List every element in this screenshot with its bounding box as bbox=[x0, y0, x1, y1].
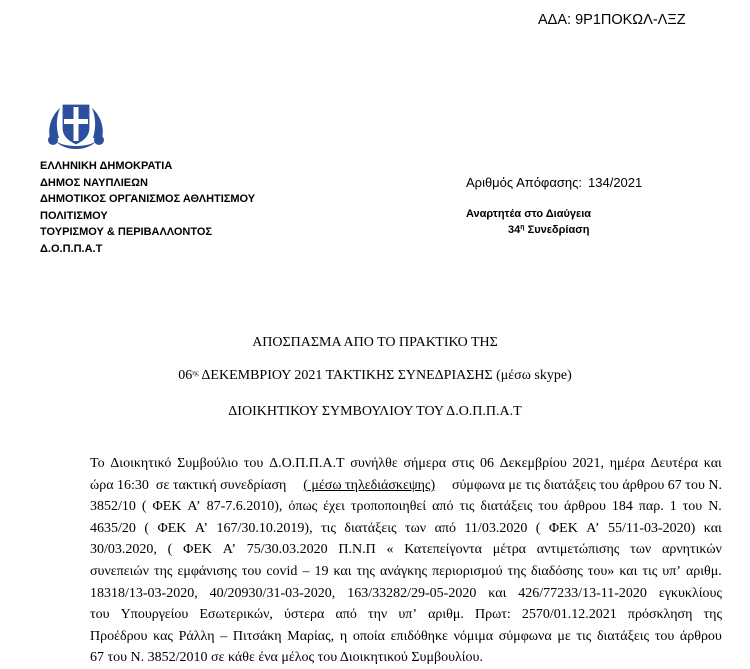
greek-coat-of-arms-icon bbox=[47, 100, 105, 156]
body-line-2-post: σύμφωνα με τις διατάξεις του άρθρου 67 του Ν. bbox=[448, 477, 722, 493]
body-word: ανάγκης bbox=[379, 563, 428, 579]
body-word: αριθμ. bbox=[685, 563, 722, 579]
body-word: – bbox=[302, 563, 310, 579]
body-word: του bbox=[241, 563, 262, 579]
body-word: εμφάνισης bbox=[177, 563, 237, 579]
body-word: συνήλθε bbox=[350, 456, 398, 471]
session-number bbox=[508, 224, 589, 236]
body-word: 40/20930/31-03-2020, bbox=[209, 585, 336, 601]
body-line bbox=[90, 453, 722, 475]
body-word: ΦΕΚ bbox=[157, 520, 187, 536]
heading-date-rest: ΔΕΚΕΜΒΡΙΟΥ 2021 ΤΑΚΤΙΚΗΣ ΣΥΝΕΔΡΙΑΣΗΣ (μέσω skype) bbox=[201, 368, 572, 383]
body-word: της bbox=[356, 563, 375, 579]
body-word: « bbox=[386, 542, 394, 558]
body-word: ( bbox=[535, 520, 541, 536]
body-word: Πιτσάκη bbox=[232, 628, 282, 644]
body-word: και bbox=[488, 585, 507, 601]
body-word: ύστερα bbox=[284, 607, 325, 623]
body-word: Συμβούλιο bbox=[177, 456, 239, 471]
body-word: 426/77233/13-11-2020 bbox=[518, 585, 647, 601]
body-word: διαδόσης bbox=[531, 563, 583, 579]
session-num: 34 bbox=[508, 224, 521, 236]
body-word: 163/33282/29-05-2020 bbox=[347, 585, 477, 601]
org-line: Δ.Ο.Π.Π.Α.Τ bbox=[40, 242, 103, 255]
body-word: στις bbox=[451, 456, 475, 471]
body-word: Δευτέρα bbox=[650, 456, 699, 471]
body-word: άρθρου bbox=[679, 628, 722, 644]
body-word: ΦΕΚ bbox=[183, 542, 212, 558]
body-word: Κατεπείγοντα bbox=[404, 542, 482, 558]
body-word: 30/03.2020, bbox=[90, 542, 157, 558]
body-word: από bbox=[434, 520, 456, 536]
body-word: του bbox=[682, 499, 703, 515]
minutes-body bbox=[90, 453, 722, 669]
body-line bbox=[90, 518, 722, 540]
body-line bbox=[90, 604, 722, 626]
ada-code: ΑΔΑ: 9Ρ1ΠΟΚΩΛ-ΛΞΖ bbox=[538, 12, 686, 28]
body-word: με bbox=[557, 628, 571, 644]
body-word: τις bbox=[576, 628, 592, 644]
body-word: υπ’ bbox=[662, 563, 681, 579]
body-word: 11/03.2020 bbox=[464, 520, 528, 536]
body-word: Δεκεμβρίου bbox=[499, 456, 567, 471]
issuing-authority bbox=[40, 158, 255, 258]
body-word: του» bbox=[587, 563, 615, 579]
org-line: ΠΟΛΙΤΙΣΜΟΥ bbox=[40, 209, 108, 222]
session-label: Συνεδρίαση bbox=[527, 224, 590, 236]
body-line bbox=[90, 496, 722, 518]
body-word: και bbox=[703, 456, 722, 471]
body-word: παρ. bbox=[638, 499, 664, 515]
decision-label: Αριθμός Απόφασης: bbox=[466, 175, 583, 190]
body-word: ημέρα bbox=[609, 456, 645, 471]
body-word: διατάξεις bbox=[480, 499, 533, 515]
body-word: άρθρου bbox=[563, 499, 606, 515]
body-word: Α’ bbox=[222, 542, 236, 558]
body-word: – bbox=[220, 628, 228, 644]
body-word: 167/30.10.2019), bbox=[216, 520, 313, 536]
body-word: από bbox=[335, 607, 357, 623]
body-word: covid bbox=[266, 563, 298, 579]
body-line bbox=[90, 539, 722, 561]
heading-day: 06 bbox=[178, 368, 193, 383]
body-word: ΦΕΚ bbox=[548, 520, 578, 536]
body-word: 55/11-03-2020) bbox=[607, 520, 696, 536]
body-word: των bbox=[404, 520, 427, 536]
body-line bbox=[90, 475, 722, 497]
body-word: και bbox=[703, 520, 722, 536]
body-word: οποία bbox=[352, 628, 385, 644]
body-word: της bbox=[507, 563, 527, 579]
body-word: η bbox=[339, 628, 348, 644]
body-word: Μαρίας, bbox=[287, 628, 335, 644]
body-word: Ν. bbox=[708, 499, 722, 515]
body-word: αριθμ. bbox=[428, 607, 464, 623]
body-word: της bbox=[153, 563, 173, 579]
body-word: 4635/20 bbox=[90, 520, 136, 536]
body-word: περιορισμού bbox=[432, 563, 503, 579]
body-word: τροποποιηθεί bbox=[350, 499, 427, 515]
body-word: του bbox=[654, 628, 675, 644]
body-word: 19 bbox=[314, 563, 329, 579]
body-word: συνεπειών bbox=[90, 563, 149, 579]
body-line bbox=[90, 561, 722, 583]
body-word: τις bbox=[321, 520, 336, 536]
body-word: Α’ bbox=[586, 520, 600, 536]
body-word: και bbox=[333, 563, 352, 579]
body-word: ΦΕΚ bbox=[152, 499, 182, 515]
body-word: του bbox=[243, 456, 264, 471]
body-word: Δ.Ο.Π.Π.Α.Τ bbox=[269, 456, 345, 471]
body-line bbox=[90, 647, 722, 669]
body-word: τις bbox=[459, 499, 475, 515]
heading-line-3: ΔΙΟΙΚΗΤΙΚΟΥ ΣΥΜΒΟΥΛΙΟΥ ΤΟΥ Δ.Ο.Π.Π.Α.Τ bbox=[228, 404, 522, 419]
heading-day-sup: ης bbox=[192, 369, 199, 377]
body-word: Π.Ν.Π bbox=[338, 542, 376, 558]
body-word: νόμιμα bbox=[453, 628, 494, 644]
body-word: 06 bbox=[479, 456, 494, 471]
body-word: από bbox=[432, 499, 454, 515]
org-line: ΔΗΜΟΤΙΚΟΣ ΟΡΓΑΝΙΣΜΟΣ ΑΘΛΗΤΙΣΜΟΥ bbox=[40, 193, 256, 206]
body-word: ( bbox=[167, 542, 173, 558]
body-word: 87-7.6.2010), bbox=[206, 499, 283, 515]
decision-value: 134/2021 bbox=[588, 175, 643, 190]
body-word: όπως bbox=[288, 499, 318, 515]
body-word: σήμερα bbox=[403, 456, 447, 471]
body-word: Α’ bbox=[187, 499, 201, 515]
body-word: διατάξεις bbox=[596, 628, 650, 644]
body-word: αντιμετώπισης bbox=[536, 542, 620, 558]
body-word: 75/30.03.2020 bbox=[246, 542, 328, 558]
body-text: 67 του Ν. 3852/2010 σε κάθε ένα μέλος του Διοικητικού Συμβουλίου. bbox=[90, 650, 483, 666]
body-word: Ράλλη bbox=[178, 628, 215, 644]
body-word: αρνητικών bbox=[662, 542, 722, 558]
body-word: σύμφωνα bbox=[498, 628, 552, 644]
body-word: Α’ bbox=[194, 520, 209, 536]
body-word: μέτρα bbox=[492, 542, 527, 558]
body-word: της bbox=[703, 607, 722, 623]
body-word: τις bbox=[642, 563, 658, 579]
body-word: του bbox=[538, 499, 558, 515]
body-word: εγκυκλίους bbox=[658, 585, 722, 601]
body-word: Υπουργείου bbox=[120, 607, 189, 623]
body-word: διατάξεις bbox=[344, 520, 397, 536]
body-word: Διοικητικό bbox=[110, 456, 172, 471]
body-word: κας bbox=[153, 628, 173, 644]
body-word: επιδόθηκε bbox=[390, 628, 448, 644]
body-word: ( bbox=[141, 499, 147, 515]
body-word: πρόσκληση bbox=[627, 607, 693, 623]
body-word: Εσωτερικών, bbox=[199, 607, 273, 623]
posted-notice: Αναρτητέα στο Διαύγεια bbox=[466, 208, 592, 220]
org-line: ΔΗΜΟΣ ΝΑΥΠΛΙΕΩΝ bbox=[40, 176, 148, 189]
org-line: ΕΛΛΗΝΙΚΗ ΔΗΜΟΚΡΑΤΙΑ bbox=[40, 160, 173, 172]
org-line: ΤΟΥΡΙΣΜΟΥ & ΠΕΡΙΒΑΛΛΟΝΤΟΣ bbox=[40, 226, 213, 239]
heading-line-1: ΑΠΟΣΠΑΣΜΑ ΑΠΟ ΤΟ ΠΡΑΚΤΙΚΟ ΤΗΣ bbox=[252, 335, 498, 350]
body-word: Πρωτ: bbox=[474, 607, 511, 623]
session-sup: η bbox=[520, 224, 525, 231]
body-word: του bbox=[90, 607, 110, 623]
body-word: και bbox=[619, 563, 638, 579]
body-line bbox=[90, 626, 722, 648]
body-word: την bbox=[367, 607, 388, 623]
body-word: ( bbox=[144, 520, 150, 536]
body-word: Προέδρου bbox=[90, 628, 148, 644]
heading-line-2 bbox=[0, 368, 750, 384]
teleconference-note: ( μέσω τηλεδιάσκεψης) bbox=[303, 477, 436, 493]
body-word: 1 bbox=[669, 499, 677, 515]
body-word: 3852/10 bbox=[90, 499, 136, 515]
body-word: Το bbox=[90, 456, 105, 471]
decision-number bbox=[466, 175, 642, 190]
body-word: 184 bbox=[611, 499, 633, 515]
body-word: 18318/13-03-2020, bbox=[90, 585, 198, 601]
body-word: έχει bbox=[323, 499, 345, 515]
body-word: υπ’ bbox=[398, 607, 417, 623]
body-line-2-pre: ώρα 16:30 σε τακτική συνεδρίαση bbox=[90, 477, 290, 493]
body-word: 2021, bbox=[572, 456, 604, 471]
body-word: 2570/01.12.2021 bbox=[521, 607, 617, 623]
body-word: των bbox=[630, 542, 652, 558]
body-line bbox=[90, 583, 722, 605]
